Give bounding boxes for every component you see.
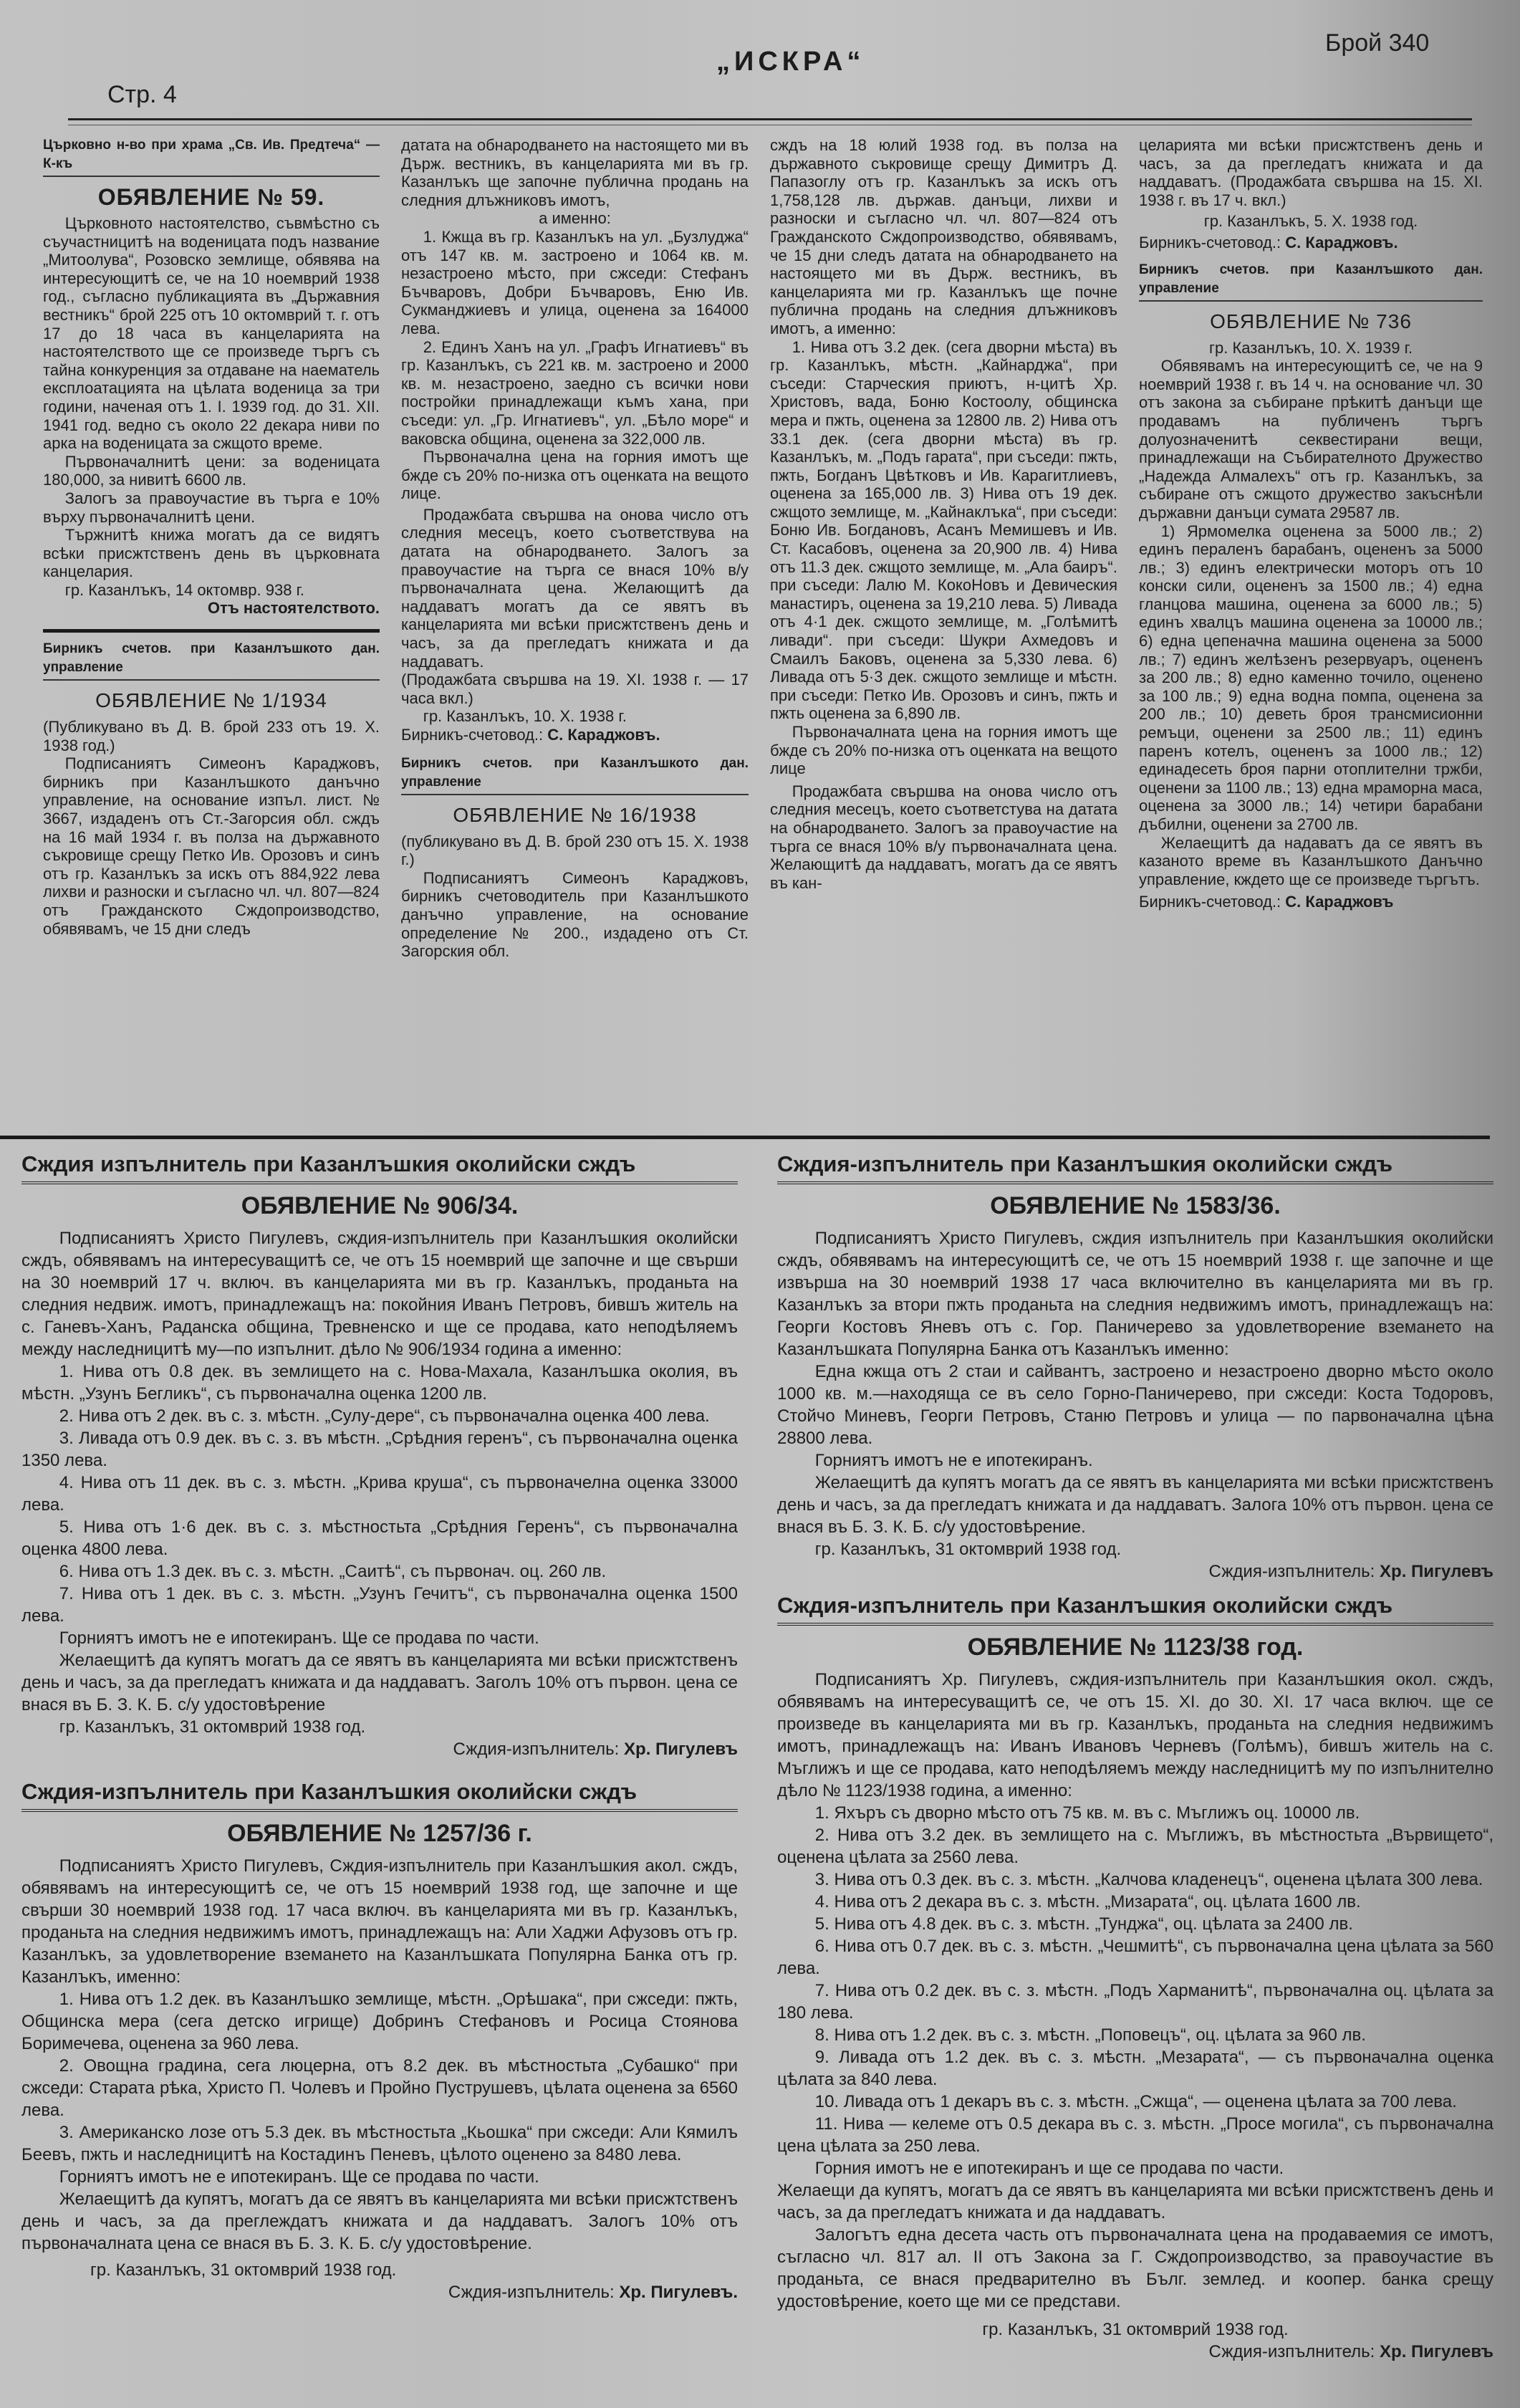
ad-paragraph: Желаещитѣ да надаватъ да се явятъ въ казаното време въ Казанлъшкото Данъчно управление, кждето ще се произведе търгътъ.	[1139, 833, 1483, 888]
ad-paragraph: Подписаниятъ Симеонъ Караджовъ, бирникъ при Казанлъшкото данъчно управление, на основание изпъл. лист. № 3667, издаденъ отъ Ст.-Загорсия обл. сждъ на 16 май 1934 г. въ полза на държавното съкровище срещу Петко Ив. Орозовъ и синъ отъ гр. Казанлъкъ за искъ отъ 884,922 лева лихви и разноски и съгласно чл. чл. 807—824 отъ Гражданското Сждопроизводство, обявявамъ, че 15 дни следъ	[43, 754, 380, 938]
ad-heading: ОБЯВЛЕНИЕ № 736	[1210, 310, 1412, 332]
page-number: Стр. 4	[107, 81, 177, 108]
signature-name: Хр. Пигулевъ.	[619, 2283, 738, 2302]
ad-date: гр. Казанлъкъ, 31 октомврий 1938 год.	[982, 2320, 1289, 2339]
ad-paragraph: Горния имотъ не е ипотекиранъ и ще се продава по части.	[814, 2159, 1284, 2178]
ad-item: 3. Ливада отъ 0.9 дек. въ с. з. въ мѣстн. „Срѣдния геренъ“, съ първоначална оценка 1350 лева.	[21, 1429, 738, 1470]
ad-paragraph: Горниятъ имотъ не е ипотекиранъ. Ще се продава по части.	[59, 1628, 539, 1648]
column-3	[770, 136, 1117, 1125]
ad-item: 5. Нива отъ 4.8 дек. въ с. з. мѣстн. „Тунджа“, оц. цѣлата за 2400 лв.	[814, 1914, 1353, 1934]
bottom-left-ads	[21, 1150, 738, 2303]
ad-date: гр. Казанлъкъ, 31 октомврий 1938 год.	[59, 1717, 366, 1737]
signature-label: Бирникъ-счетовод.:	[401, 726, 544, 744]
ad-item: 3. Американско лозе отъ 5.3 дек. въ мѣстностьта „Кьошка“ при сжседи: Али Кямилъ Беевъ, пжть и наследницитѣ на Костадинъ Пеневъ, цѣлото оценено за 8480 лева.	[21, 2123, 738, 2164]
masthead-rule	[68, 118, 1472, 125]
ad-item: 6. Нива отъ 1.3 дек. въ с. з. мѣстн. „Саитѣ“, съ първонач. оц. 260 лв.	[59, 1562, 607, 1581]
ad-paragraph: Желаещитѣ да купятъ могатъ да се явятъ въ канцеларията ми всѣки присжтственъ день и часъ, за да прегледатъ книжата и да наддаватъ. Заголъ 10% отъ първон. цена се внася въ Б. З. К. Б. с/у удостовѣрение	[21, 1651, 738, 1714]
ad-item: 4. Нива отъ 11 дек. въ с. з. мѣстн. „Крива круша“, съ първоначелна оценка 33000 лева.	[21, 1473, 738, 1515]
ad-namely: а именно:	[539, 209, 611, 228]
ad-item: 2. Нива отъ 3.2 дек. въ землището на с. Мъглижъ, въ мѣстностьта „Вървището“, оценена цѣлата за 2560 лева.	[777, 1826, 1493, 1867]
signature-name: С. Караджовъ.	[1285, 233, 1398, 251]
ad-item: 1. Нива отъ 0.8 дек. въ землището на с. Нова-Махала, Казанлъшка околия, въ мѣстн. „Узунъ Бегликъ“, съ първоначална оценка 1200 лв.	[21, 1362, 738, 1404]
newspaper-title: „ИСКРА“	[716, 47, 865, 77]
ad-paragraph: Първоначалнитѣ цени: за воденицата 180,000, за нивитѣ 6600 лв.	[43, 452, 380, 489]
ad-item: 3. Нива отъ 0.3 дек. въ с. з. мѣстн. „Калчова кладенецъ“, оценена цѣлата 300 лева.	[814, 1870, 1483, 1889]
ad-sale-end: (Продажбата свършва на 19. XI. 1938 г. — 17 часа вкл.)	[401, 671, 749, 707]
divider	[43, 629, 380, 633]
ad-paragraph: Обявявамъ на интересующитѣ се, че на 9 ноемврий 1938 г. въ 14 ч. на основание чл. 30 отъ закона за събиране прѣкитѣ данъци ще продавамъ на публиченъ търгъ долуозначенитѣ секвестирани вещи, принадлежащи на Събирателното Дружество „Надежда Алмалехъ“ отъ гр. Казанлъкъ, за събиране отъ сжщото дружество закъснѣли държавни данъци сумата 29587 лв.	[1139, 357, 1483, 522]
ad-paragraph: Залогъ за правоучастие въ търга е 10% върху първоначалнитѣ цени.	[43, 489, 380, 526]
column-2	[401, 136, 749, 1125]
section-header: Бирникъ счетов. при Казанлъшкото дан. управление	[401, 754, 749, 795]
signature-label: Сждия-изпълнитель:	[448, 2283, 615, 2302]
ad-date: гр. Казанлъкъ, 5. X. 1938 год.	[1203, 212, 1418, 231]
section-divider	[0, 1136, 1490, 1139]
ad-item: 11. Нива — келеме отъ 0.5 декара въ с. з. мѣстн. „Просе могила“, съ първоначална цена цѣлата за 250 лева.	[777, 2114, 1493, 2156]
ad-paragraph: Подписаниятъ Симеонъ Караджовъ, бирникъ счетоводитель при Казанлъшкото данъчно управление, на основание определение № 200., издадено отъ Ст. Загорския обл.	[401, 868, 749, 961]
ad-heading: ОБЯВЛЕНИЕ № 16/1938	[453, 803, 697, 826]
ad-item: Една кжща отъ 2 стаи и сайвантъ, застроено и незастроено дворно мѣсто около 1000 кв. м.—находяща се въ село Горно-Паничерево, при сжседи: Коста Тодоровъ, Стойчо Миневъ, Георги Петровъ, Станю Петровъ и улица — по парвоначална цѣна 28800 лева.	[777, 1362, 1493, 1448]
signature-name: Хр. Пигулевъ	[1380, 2342, 1493, 2361]
ad-items: 1. Нива отъ 3.2 дек. (сега дворни мѣста) въ гр. Казанлъкъ, мѣстн. „Кайнарджа“, при съседи: Старческия приютъ, н-цитѣ Хр. Христовъ, вада, Боню Костоолу, общинска мера и пжть, оценена за 12800 лв. 2) Нива отъ 33.1 дек. (сега дворни мѣста) въ гр. Казанлъкъ, м. „Подъ гарата“, при съседи: пжть, пжть, Богданъ Цвѣтковъ и Ив. Карагитлиевъ, оценена за 165,000 лв. 3) Нива отъ 19 дек. сжщото землище, м. „Кайнаклъка“, при съседи: Боню Ив. Богдановъ, Асанъ Мемишевъ и Ив. Ст. Касабовъ, оценена за 20,900 лв. 4) Нива отъ 11.3 дек. сжщото землище, м. „Ала баиръ“. при съседи: Лалю М. КокоHовъ и Девическия манастиръ, оценена за 19,210 лева. 5) Ливада отъ 4·1 дек. сжщото землище, м. „Голѣмитѣ ливади“. при съседи: Шукри Ахмедовъ и Смаилъ Баковъ, оценена за 5,330 лева. 6) Ливада отъ 5·3 дек. сжщото землище и мѣстн. при съседи: Петко Ив. Орозовъ и синъ, пжть и пжть оценена за 6,890 лв.	[770, 337, 1117, 723]
ad-heading: ОБЯВЛЕНИЕ № 1/1934	[95, 689, 327, 712]
ad-published: (Публикувано въ Д. В. брой 233 отъ 19. X. 1938 год.)	[43, 718, 380, 754]
ad-item: 9. Ливада отъ 1.2 дек. въ с. з. мѣстн. „Мезарата“, — съ първоначална оценка цѣлата за 840 лева.	[777, 2048, 1493, 2089]
ad-paragraph: датата на обнародването на настоящето ми въ Държ. вестникъ, въ канцеларията ми въ гр. Казанлъкъ ще започне публична продань на следния длъжниковъ имотъ,	[401, 136, 749, 209]
section-header: Бирникъ счетов. при Казанлъшкото дан. управление	[43, 640, 380, 681]
ad-paragraph: Подписаниятъ Христо Пигулевъ, сждия изпълнитель при Казанлъшкия околийски сждъ, обявявамъ на интересующитѣ се, че отъ 15 ноемврий 1938 г. ще започне и ще извърша на 30 ноемврий 1938 17 часа включително въ канцеларията ми въ гр. Казанлъкъ за втори пжть проданьта на следния недвижимъ имотъ, принадлежащъ на: Георги Костовъ Яневъ отъ с. Гор. Паничерево за удовлетворение вземането на Казанлъшката Популярна Банка отъ Казанлъкъ именно:	[777, 1229, 1493, 1359]
ad-paragraph: Първоначална цена на горния имотъ ще бжде съ 20% по-низка отъ оценката на вещото лице.	[401, 448, 749, 503]
ad-item: 2. Нива отъ 2 дек. въ с. з. мѣстн. „Сулу-дере“, съ първоначална оценка 400 лева.	[59, 1406, 710, 1426]
ad-signature	[401, 726, 749, 744]
ad-paragraph: Горниятъ имотъ не е ипотекиранъ.	[814, 1451, 1093, 1470]
ad-signature	[1139, 893, 1483, 911]
signature-name: Хр. Пигулевъ	[624, 1740, 738, 1759]
ad-paragraph: сждъ на 18 юлий 1938 год. въ полза на държавното съкровище срещу Димитръ Д. Папазоглу отъ гр. Казанлъкъ за искъ отъ 1,758,128 лв. държав. данъци, лихви и разноски и съгласно чл. чл. 807—824 отъ Гражданското Сждопроизводство, обявявамъ, че 15 дни следъ датата на обнародването на настоящето ми въ Държ. вестникъ, въ канцеларията ми гр. Казанлъкъ ще почне публична продань на следния длъжниковъ имотъ, а именно:	[770, 136, 1117, 337]
signature-label: Сждия-изпълнитель:	[1208, 2342, 1375, 2361]
ad-paragraph: Подписаниятъ Христо Пигулевъ, Сждия-изпълнитель при Казанлъшкия акол. сждъ, обявявамъ на интересующитѣ се, че отъ 15 ноемврий 1938 год, ще започне и ще свърши 30 ноемврий 1938 год. 17 часа включ. въ канцеларията ми въ гр. Казанлъкъ, проданьта на следния недвижимъ имотъ, принадлежащъ на: Али Хаджи Афузовъ отъ гр. Казанлъкъ, за удовлетворение вземането на Казанлъшката Популярна Банка отъ гр. Казанлъкъ, именно:	[21, 1856, 738, 1987]
ad-item: 1. Нива отъ 1.2 дек. въ Казанлъшко землище, мѣстн. „Орѣшака“, при сжседи: пжть, Общинска мера (сега детско игрище) Добринъ Стефановъ и Росица Стоянова Боримечева, оценена за 960 лева.	[21, 1990, 738, 2053]
column-1	[43, 136, 380, 1125]
ad-item: 7. Нива отъ 1 дек. въ с. з. мѣстн. „Узунъ Гечитъ“, съ първоначална оценка 1500 лева.	[21, 1584, 738, 1626]
ad-date: гр. Казанлъкъ, 14 октомвр. 938 г.	[64, 580, 305, 599]
ad-heading: ОБЯВЛЕНИЕ № 1123/38 год.	[967, 1634, 1304, 1661]
section-header: Сждия-изпълнитель при Казанлъшкия околийски сждъ	[777, 1150, 1493, 1184]
ad-heading: ОБЯВЛЕНИЕ № 1257/36 г.	[227, 1820, 532, 1847]
ad-signature	[21, 2281, 738, 2303]
masthead	[0, 0, 1520, 129]
ad-item: 6. Нива отъ 0.7 дек. въ с. з. мѣстн. „Чешмитѣ“, съ първоначална цена цѣлата за 560 лева.	[777, 1937, 1493, 1978]
ad-paragraph: Горниятъ имотъ не е ипотекиранъ. Ще се продава по части.	[59, 2167, 539, 2187]
ad-heading: ОБЯВЛЕНИЕ № 59.	[97, 184, 325, 210]
bottom-right-ads	[777, 1150, 1493, 2363]
section-header: Бирникъ счетов. при Казанлъшкото дан. управление	[1139, 261, 1483, 302]
ad-date: гр. Казанлъкъ, 10. X. 1938 г.	[423, 707, 627, 726]
ad-date: гр. Казанлъкъ, 10. X. 1939 г.	[1208, 338, 1413, 357]
ad-heading: ОБЯВЛЕНИЕ № 1583/36.	[990, 1192, 1281, 1219]
ad-paragraph: Първоначалната цена на горния имотъ ще бжде съ 20% по-низка отъ оценката на вещото лице	[770, 723, 1117, 778]
ad-signature	[777, 2341, 1493, 2363]
signature-label: Бирникъ-счетовод.:	[1139, 893, 1281, 911]
ad-paragraph: Продажбата свършва на онова число отъ следния месецъ, което съответствува на датата на обнародването. Залогъ за правоучастие на търга се внася 10% в/у първоначалната цена. Желающитѣ да наддаватъ могатъ да се явятъ въ канцеларията ми всѣки присжтственъ день и часъ, за да прегледатъ книжата и да наддаватъ.	[401, 505, 749, 671]
ad-paragraph: Подписаниятъ Христо Пигулевъ, сждия-изпълнитель при Казанлъшкия околийски сждъ, обявявамъ на интересуващитѣ се, че отъ 15 ноемврий ще започне и ще свърши на 30 ноемврий 17 ч. включ. въ канцеларията ми въ гр. Казанлъкъ, проданьта на следния недвиж. имотъ, принадлежащъ на: покойния Иванъ Петровъ, бившъ житель на с. Ганевъ-Ханъ, Раданска община, Тревненско и ще се продава, като неподѣляемъ между наследницитѣ му—по изпълнит. дѣло № 906/1934 година а именно:	[21, 1229, 738, 1359]
signature-label: Сждия-изпълнитель:	[1208, 1562, 1375, 1581]
ad-signature	[1139, 234, 1483, 252]
section-header: Сждия-изпълнитель при Казанлъшкия околийски сждъ	[21, 1778, 738, 1812]
ad-signature	[777, 1560, 1493, 1583]
ad-item: 2. Единъ Ханъ на ул. „Графъ Игнатиевъ“ въ гр. Казанлъкъ, съ 221 кв. м. застроено и 2000 кв. м. незастроено, заедно съ всички нови постройки принадлежащи къмъ хана, при съседи: ул. „Гр. Игнатиевъ“, ул. „Бѣло море“ и ваковска община, оценена за 322,000 лв.	[401, 337, 749, 448]
column-4	[1139, 136, 1483, 1125]
ad-item: 7. Нива отъ 0.2 дек. въ с. з. мѣстн. „Подъ Харманитѣ“, първоначална оц. цѣлата за 180 лева.	[777, 1981, 1493, 2023]
ad-item: 8. Нива отъ 1.2 дек. въ с. з. мѣстн. „Поповецъ“, оц. цѣлата за 960 лв.	[814, 2025, 1366, 2045]
ad-item: 10. Ливада отъ 1 декаръ въ с. з. мѣстн. „Сжща“, — оценена цѣлата за 700 лева.	[814, 2092, 1457, 2111]
ad-published: (публикувано въ Д. В. брой 230 отъ 15. X. 1938 г.)	[401, 832, 749, 869]
ad-date: гр. Казанлъкъ, 31 октомврий 1938 год.	[90, 2260, 397, 2280]
ad-paragraph: Желаещи да купятъ, могатъ да се явятъ въ канцеларията ми всѣки присжтственъ день и часъ, за да прегледатъ книжата и да наддаватъ.	[777, 2181, 1493, 2222]
signature-label: Сждия-изпълнитель:	[453, 1740, 620, 1759]
ad-signature	[21, 1738, 738, 1760]
ad-item: 5. Нива отъ 1·6 дек. въ с. з. мѣстностьта „Срѣдния Геренъ“, съ първоначална оценка 4800 лева.	[21, 1517, 738, 1559]
ad-item: 2. Овощна градина, сега люцерна, отъ 8.2 дек. въ мѣстностьта „Субашко“ при сжседи: Старата рѣка, Христо П. Чолевъ и Пройно Пуструшевъ, цѣлата оценена за 6560 лева.	[21, 2056, 738, 2120]
section-header: Сждия-изпълнитель при Казанлъшкия околийски сждъ	[777, 1591, 1493, 1626]
ad-item: 4. Нива отъ 2 декара въ с. з. мѣстн. „Мизарата“, оц. цѣлата 1600 лв.	[814, 1892, 1361, 1911]
signature-label: Бирникъ-счетовод.:	[1139, 233, 1281, 251]
ad-paragraph: Залогътъ една десета часть отъ първоначалната цена на продаваемия се имотъ, съгласно чл. 817 ал. II отъ Закона за Г. Сждопроизводство, за правоучастие въ проданьта, се внася предварително въ Бълг. землед. и коопер. банка срещу удостовѣрение, което ще ми се представи.	[777, 2225, 1493, 2311]
ad-paragraph: Подписаниятъ Хр. Пигулевъ, сждия-изпълнитель при Казанлъшкия окол. сждъ, обявявамъ на интересуващитѣ се, че отъ 15. XI. до 30. XI. 17 часа включ. ще се произведе въ канцеларията ми въ гр. Казанлъкъ, проданьта на следния недвижимъ имотъ, принадлежащъ на: Иванъ Ивановъ Черневъ (Голѣмъ), бившъ житель на с. Мъглижъ и ще се продава, като неподѣляемъ между наследницитѣ му по изпълнително дѣло № 1123/1938 година, а именно:	[777, 1670, 1493, 1800]
ad-paragraph: Тържнитѣ книжа могатъ да се видятъ всѣки присжтственъ день въ църковната канцелария.	[43, 526, 380, 581]
issue-number: Брой 340	[1325, 29, 1430, 57]
ad-paragraph: Желаещитѣ да купятъ, могатъ да се явятъ въ канцеларията ми всѣки присжтственъ день и часъ, за да преглеждатъ книжата и да наддаватъ. Залогъ 10% отъ първоначалната цена се внася въ Б. З. К. Б. с/у удостовѣрение.	[21, 2189, 738, 2253]
signature-name: С. Караджовъ.	[547, 726, 660, 744]
ad-paragraph: целарията ми всѣки присжтственъ день и часъ, за да прегледатъ книжата и да наддаватъ. (Продажбата свършва на 15. XI. 1938 г. въ 17 ч. вкл.)	[1139, 136, 1483, 209]
section-header: Сждия изпълнитель при Казанлъшкия околийски сждъ	[21, 1150, 738, 1184]
ad-paragraph: Желаещитѣ да купятъ могатъ да се явятъ въ канцеларията ми всѣки присжтственъ день и часъ, за да прегледатъ книжата и да наддаватъ. Залога 10% отъ първон. цена се внася въ Б. З. К. Б. с/у удостовѣрение.	[777, 1473, 1493, 1537]
ad-paragraph: Църковното настоятелство, съвмѣстно съ съучастницитѣ на воденицата подъ название „Митоолува“, Розовско землище, обявява на интересующитѣ се, че на 10 ноемврий 1938 год., съгласно публикацията въ „Държавния вестникъ“ брой 225 отъ 10 октомврий т. г. отъ 17 до 18 часа въ канцеларията на настоятелството ще се произведе търгъ съ тайна конкуренция за отдаване на наематель експлоатацията на цѣлата воденица за три години, наченая отъ 1. I. 1939 год. до 31. XII. 1941 год. ведно съ около 22 декара ниви по арка на воденицата за сжщото време.	[43, 214, 380, 453]
signature-name: Хр. Пигулевъ	[1380, 1562, 1493, 1581]
section-header: Църковно н-во при храма „Св. Ив. Предтеча“ — К-къ	[43, 136, 380, 177]
ad-paragraph: Продажбата свършва на онова число отъ следния месецъ, което съответстува на датата на обнародването. Залогъ за правоучастие на търга се внася 10% в/у първоначалната цена. Желающитѣ да наддаватъ, могатъ да се явятъ въ кан-	[770, 782, 1117, 892]
ad-items: 1) Ярмомелка оценена за 5000 лв.; 2) единъ пераленъ барабанъ, оцененъ за 5000 лв.; 3) единъ електрически моторъ отъ 10 конски сили, оцененъ за 1500 лв.; 4) една гланцова машина, оценена за 6000 лв.; 5) единъ хвалцъ машина оценена за 10000 лв.; 6) една цепеначна машина оценена за 5000 лв.; 7) единъ желѣзенъ резервуаръ, оцененъ за 200 лв.; 8) едно каменно точило, оценено за 100 лв.; 9) една водна помпа, оценена за 200 лв.; 10) деветь броя трансмисионни ремъци, оценени за 2500 лв.; 11) единъ паренъ котелъ, оцененъ за 1000 лв.; 12) единадесеть броя парни отоплителни тржби, оценени за 1100 лв.; 13) една мраморна маса, оценена за 3000 лв.; 14) четири барабани дъбилни, оценени за 2700 лв.	[1139, 522, 1483, 833]
ad-item: 1. Кжща въ гр. Казанлъкъ на ул. „Бузлуджа“ отъ 147 кв. м. застроено и 1064 кв. м. незастроено мѣсто, при сжседи: Стефанъ Бъчваровъ, Добри Бъчваровъ, Еню Ив. Сукманджиевъ и улица, оценена за 164000 лева.	[401, 227, 749, 337]
ad-item: 1. Яхъръ съ дворно мѣсто отъ 75 кв. м. въ с. Мъглижъ оц. 10000 лв.	[814, 1803, 1360, 1823]
ad-date: гр. Казанлъкъ, 31 октомврий 1938 год.	[814, 1540, 1122, 1559]
signature-name: С. Караджовъ	[1285, 893, 1394, 911]
ad-signature: Отъ настоятелството.	[207, 599, 380, 618]
ad-heading: ОБЯВЛЕНИЕ № 906/34.	[241, 1192, 519, 1219]
